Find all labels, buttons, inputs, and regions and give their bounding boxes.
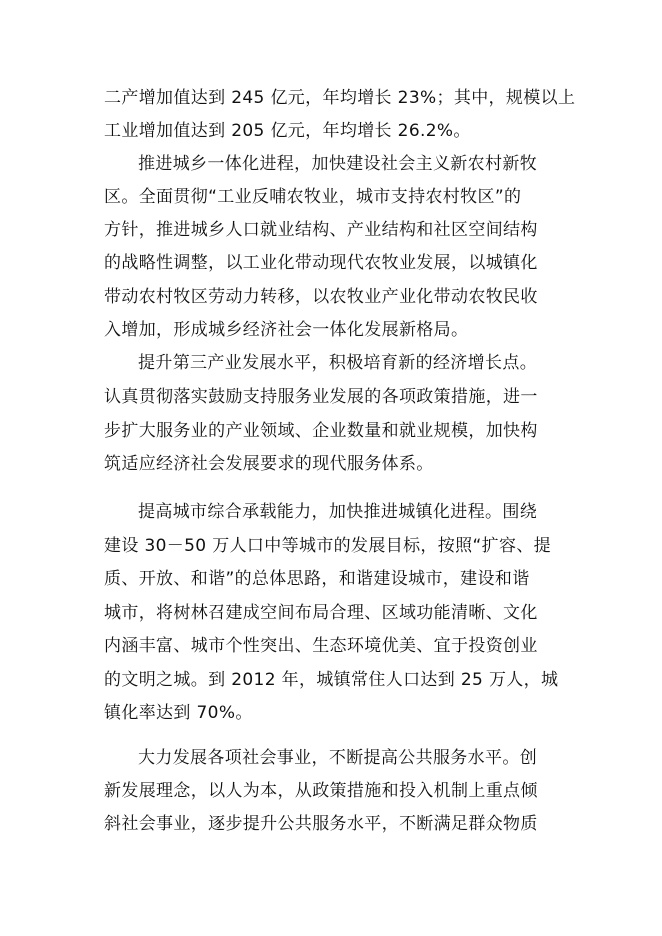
- text-line: 镇化率达到 70%。: [104, 703, 253, 723]
- text-line: 建设 30－50 万人口中等城市的发展目标，按照“扩容、提: [104, 536, 552, 556]
- text-line: 的战略性调整，以工业化带动现代农牧业发展，以城镇化: [104, 253, 538, 273]
- text-line: 新发展理念，以人为本，从政策措施和投入机制上重点倾: [104, 781, 538, 801]
- text-line: 质、开放、和谐”的总体思路，和谐建设城市，建设和谐: [104, 569, 530, 589]
- text-line: 的文明之城。到 2012 年，城镇常住人口达到 25 万人，城: [104, 670, 559, 690]
- text-line: 区。全面贯彻“工业反哺农牧业，城市支持农村牧区”的: [104, 187, 522, 207]
- text-line: 步扩大服务业的产业领域、企业数量和就业规模，加快构: [104, 421, 538, 441]
- text-line: 工业增加值达到 205 亿元，年均增长 26.2%。: [104, 121, 471, 141]
- paragraph-start-line: 推进城乡一体化进程，加快建设社会主义新农村新牧: [138, 154, 538, 174]
- text-line: 带动农村牧区劳动力转移，以农牧业产业化带动农牧民收: [104, 287, 538, 307]
- text-line: 方针，推进城乡人口就业结构、产业结构和社区空间结构: [104, 220, 538, 240]
- text-line: 城市，将树林召建成空间布局合理、区域功能清晰、文化: [104, 603, 538, 623]
- paragraph-start-line: 提升第三产业发展水平，积极培育新的经济增长点。: [138, 353, 538, 373]
- paragraph-start-line: 大力发展各项社会事业，不断提高公共服务水平。创: [138, 748, 538, 768]
- text-line: 筑适应经济社会发展要求的现代服务体系。: [104, 454, 434, 474]
- text-line: 入增加，形成城乡经济社会一体化发展新格局。: [104, 320, 469, 340]
- paragraph-start-line: 提高城市综合承载能力，加快推进城镇化进程。围绕: [138, 502, 538, 522]
- text-line: 二产增加值达到 245 亿元，年均增长 23%；其中，规模以上: [104, 88, 576, 108]
- text-line: 内涵丰富、城市个性突出、生态环境优美、宜于投资创业: [104, 636, 538, 656]
- text-line: 斜社会事业，逐步提升公共服务水平，不断满足群众物质: [104, 814, 538, 834]
- text-line: 认真贯彻落实鼓励支持服务业发展的各项政策措施，进一: [104, 387, 538, 407]
